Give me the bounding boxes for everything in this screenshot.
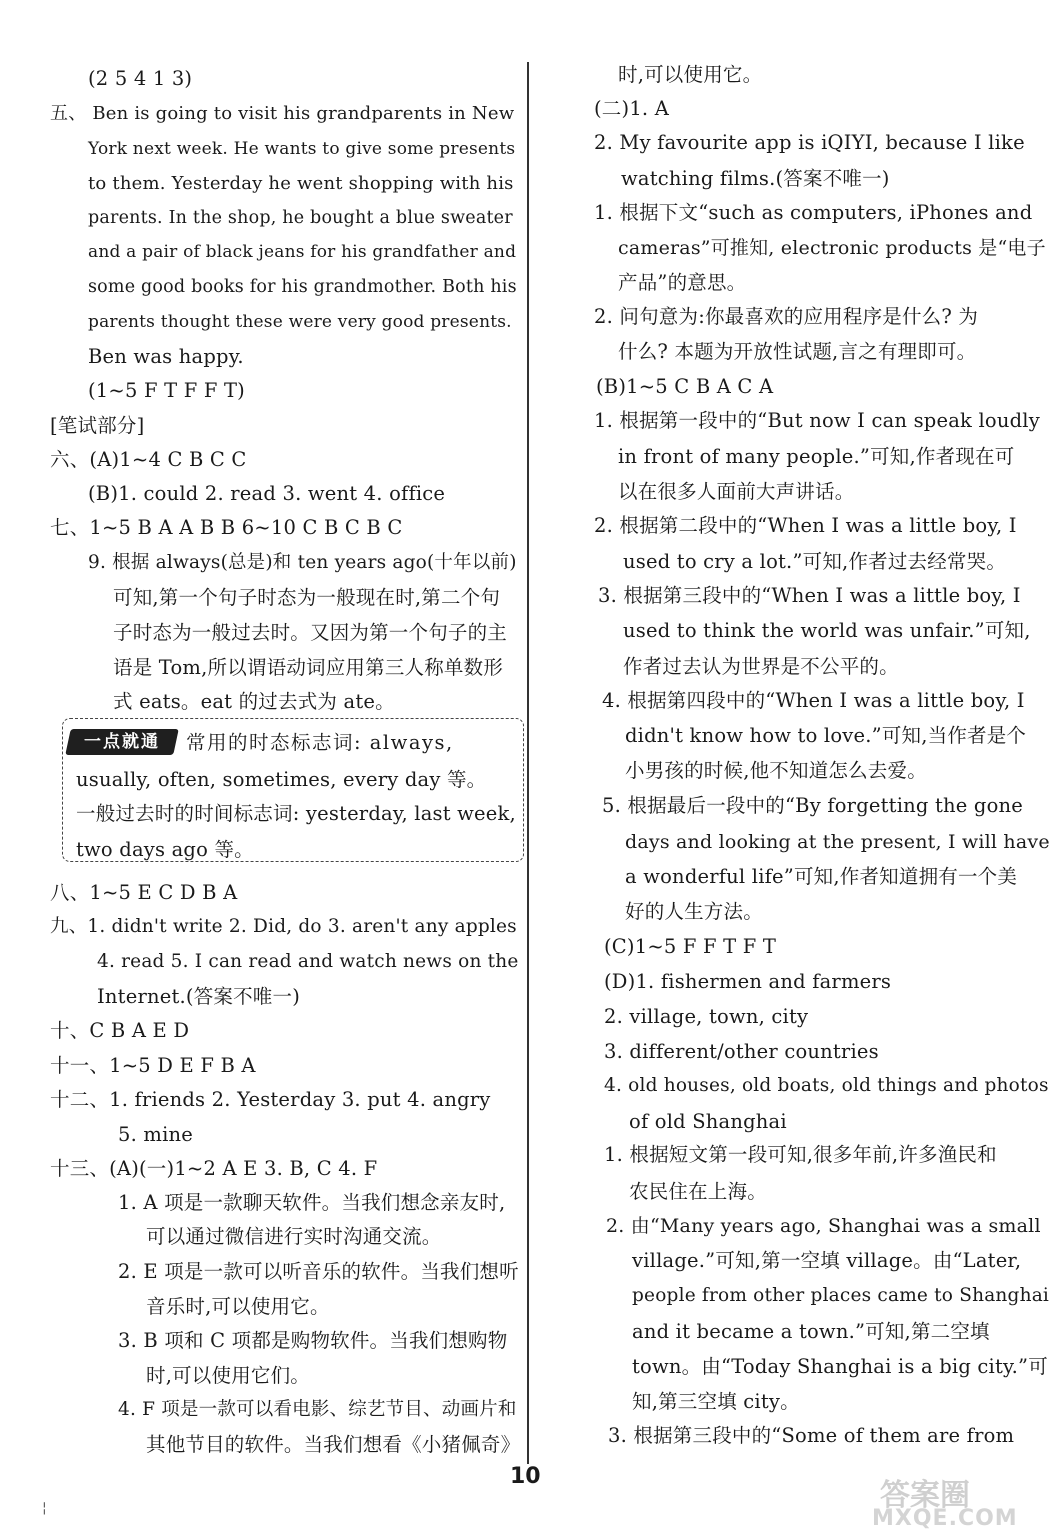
text-line: Ben was happy.: [88, 345, 244, 368]
text-line: 作者过去认为世界是不公平的。: [623, 655, 899, 678]
text-line: 十一、1~5 D E F B A: [50, 1054, 256, 1077]
text-line: 十二、1. friends 2. Yesterday 3. put 4. angry: [50, 1088, 491, 1111]
text-line: (D)1. fishermen and farmers: [604, 970, 892, 993]
text-line: a wonderful life”可知,作者知道拥有一个美: [625, 865, 1018, 888]
text-line: 3. 根据第三段中的“When I was a little boy, I: [598, 584, 1021, 607]
text-line: (B)1. could 2. read 3. went 4. office: [88, 482, 446, 505]
text-line: used to think the world was unfair.”可知,: [623, 619, 1031, 642]
text-line: 什么? 本题为开放性试题,言之有理即可。: [618, 340, 977, 363]
watermark-url: MXQE.COM: [872, 1506, 1018, 1531]
text-line: 六、(A)1~4 C B C C: [50, 448, 247, 471]
text-line: some good books for his grandmother. Both his: [88, 277, 517, 297]
column-divider: [527, 62, 529, 1464]
text-line: (1~5 F T F F T): [88, 379, 245, 402]
text-line: 4. 根据第四段中的“When I was a little boy, I: [602, 689, 1025, 712]
text-line: 产品”的意思。: [618, 271, 747, 294]
tip-line: usually, often, sometimes, every day 等。: [76, 768, 487, 791]
text-line: parents. In the shop, he bought a blue sweater: [88, 208, 513, 228]
text-line: 农民住在上海。: [629, 1180, 767, 1203]
text-line: 2. E 项是一款可以听音乐的软件。当我们想听: [118, 1260, 519, 1283]
text-line: used to cry a lot.”可知,作者过去经常哭。: [623, 550, 1007, 573]
text-line: days and looking at the present, I will have: [625, 831, 1050, 853]
text-line: 时,可以使用它们。: [146, 1364, 310, 1387]
section-heading: [笔试部分]: [50, 414, 145, 437]
tip-badge: 一点就通: [65, 729, 179, 755]
text-line: 子时态为一般过去时。又因为第一个句子的主: [113, 621, 508, 644]
text-line: 七、1~5 B A A B B 6~10 C B C B C: [50, 516, 403, 539]
text-line: 1. 根据短文第一段可知,很多年前,许多渔民和: [604, 1143, 997, 1166]
text-line: of old Shanghai: [629, 1110, 787, 1133]
text-line: 知,第三空填 city。: [632, 1390, 800, 1413]
text-line: in front of many people.”可知,作者现在可: [618, 445, 1015, 468]
text-line: 语是 Tom,所以谓语动词应用第三人称单数形: [113, 656, 504, 679]
text-line: (二)1. A: [594, 97, 670, 120]
text-line: cameras”可推知, electronic products 是“电子: [618, 237, 1046, 259]
text-line: 1. A 项是一款聊天软件。当我们想念亲友时,: [118, 1191, 506, 1214]
text-line: 五、 Ben is going to visit his grandparents in New: [50, 103, 515, 124]
text-line: 4. read 5. I can read and watch news on the: [97, 951, 519, 972]
text-line: 2. My favourite app is iQIYI, because I like: [594, 131, 1025, 154]
text-line: (C)1~5 F F T F T: [604, 935, 777, 958]
text-line: 2. village, town, city: [604, 1005, 809, 1028]
text-line: didn't know how to love.”可知,当作者是个: [625, 724, 1027, 747]
text-line: 4. old houses, old boats, old things and photos: [604, 1075, 1049, 1096]
tip-line: two days ago 等。: [76, 838, 254, 861]
text-line: and it became a town.”可知,第二空填: [632, 1320, 990, 1343]
text-line: 式 eats。eat 的过去式为 ate。: [113, 690, 395, 713]
watermark-logo: 答案圈: [880, 1478, 970, 1513]
text-line: village.”可知,第一空填 village。由“Later,: [632, 1249, 1022, 1272]
text-line: 十、C B A E D: [50, 1019, 190, 1042]
text-line: 9. 根据 always(总是)和 ten years ago(十年以前): [88, 552, 517, 573]
text-line: 1. 根据第一段中的“But now I can speak loudly: [594, 409, 1040, 432]
text-line: 好的人生方法。: [625, 900, 763, 923]
text-line: Internet.(答案不唯一): [97, 985, 301, 1008]
page-number: 10: [510, 1464, 541, 1489]
text-line: 3. 根据第三段中的“Some of them are from: [608, 1424, 1015, 1447]
text-line: 3. B 项和 C 项都是购物软件。当我们想购物: [118, 1329, 508, 1352]
text-line: 2. 由“Many years ago, Shanghai was a small: [606, 1215, 1041, 1237]
tip-line: 常用的时态标志词: always,: [186, 731, 454, 754]
text-line: town。由“Today Shanghai is a big city.”可: [632, 1355, 1048, 1378]
text-line: 5. 根据最后一段中的“By forgetting the gone: [602, 794, 1024, 817]
text-line: 5. mine: [118, 1123, 194, 1146]
text-line: 八、1~5 E C D B A: [50, 881, 238, 904]
text-line: 九、1. didn't write 2. Did, do 3. aren't any apples: [50, 916, 517, 937]
text-line: and a pair of black jeans for his grandfather and: [88, 242, 517, 262]
text-line: watching films.(答案不唯一): [621, 167, 890, 190]
margin-mark: ¦: [42, 1500, 47, 1516]
text-line: 可知,第一个句子时态为一般现在时,第二个句: [113, 586, 501, 609]
text-line: 音乐时,可以使用它。: [146, 1295, 330, 1318]
text-line: 时,可以使用它。: [618, 63, 763, 86]
text-line: York next week. He wants to give some presents: [88, 139, 516, 159]
text-line: 3. different/other countries: [604, 1040, 879, 1063]
text-line: people from other places came to Shanghai: [632, 1285, 1050, 1306]
text-line: (B)1~5 C B A C A: [596, 375, 774, 398]
text-line: (2 5 4 1 3): [88, 67, 193, 90]
tip-line: 一般过去时的时间标志词: yesterday, last week,: [76, 802, 516, 825]
text-line: 4. F 项是一款可以看电影、综艺节目、动画片和: [118, 1399, 517, 1420]
text-line: 可以通过微信进行实时沟通交流。: [146, 1225, 442, 1248]
text-line: 1. 根据下文“such as computers, iPhones and: [594, 201, 1033, 224]
text-line: to them. Yesterday he went shopping with his: [88, 173, 514, 194]
text-line: 2. 问句意为:你最喜欢的应用程序是什么? 为: [594, 305, 979, 328]
text-line: 以在很多人面前大声讲话。: [618, 480, 855, 503]
text-line: 2. 根据第二段中的“When I was a little boy, I: [594, 514, 1017, 537]
text-line: parents thought these were very good presents.: [88, 312, 512, 332]
text-line: 其他节目的软件。当我们想看《小猪佩奇》: [146, 1433, 521, 1456]
text-line: 十三、(A)(一)1~2 A E 3. B, C 4. F: [50, 1157, 378, 1180]
text-line: 小男孩的时候,他不知道怎么去爱。: [625, 759, 927, 782]
